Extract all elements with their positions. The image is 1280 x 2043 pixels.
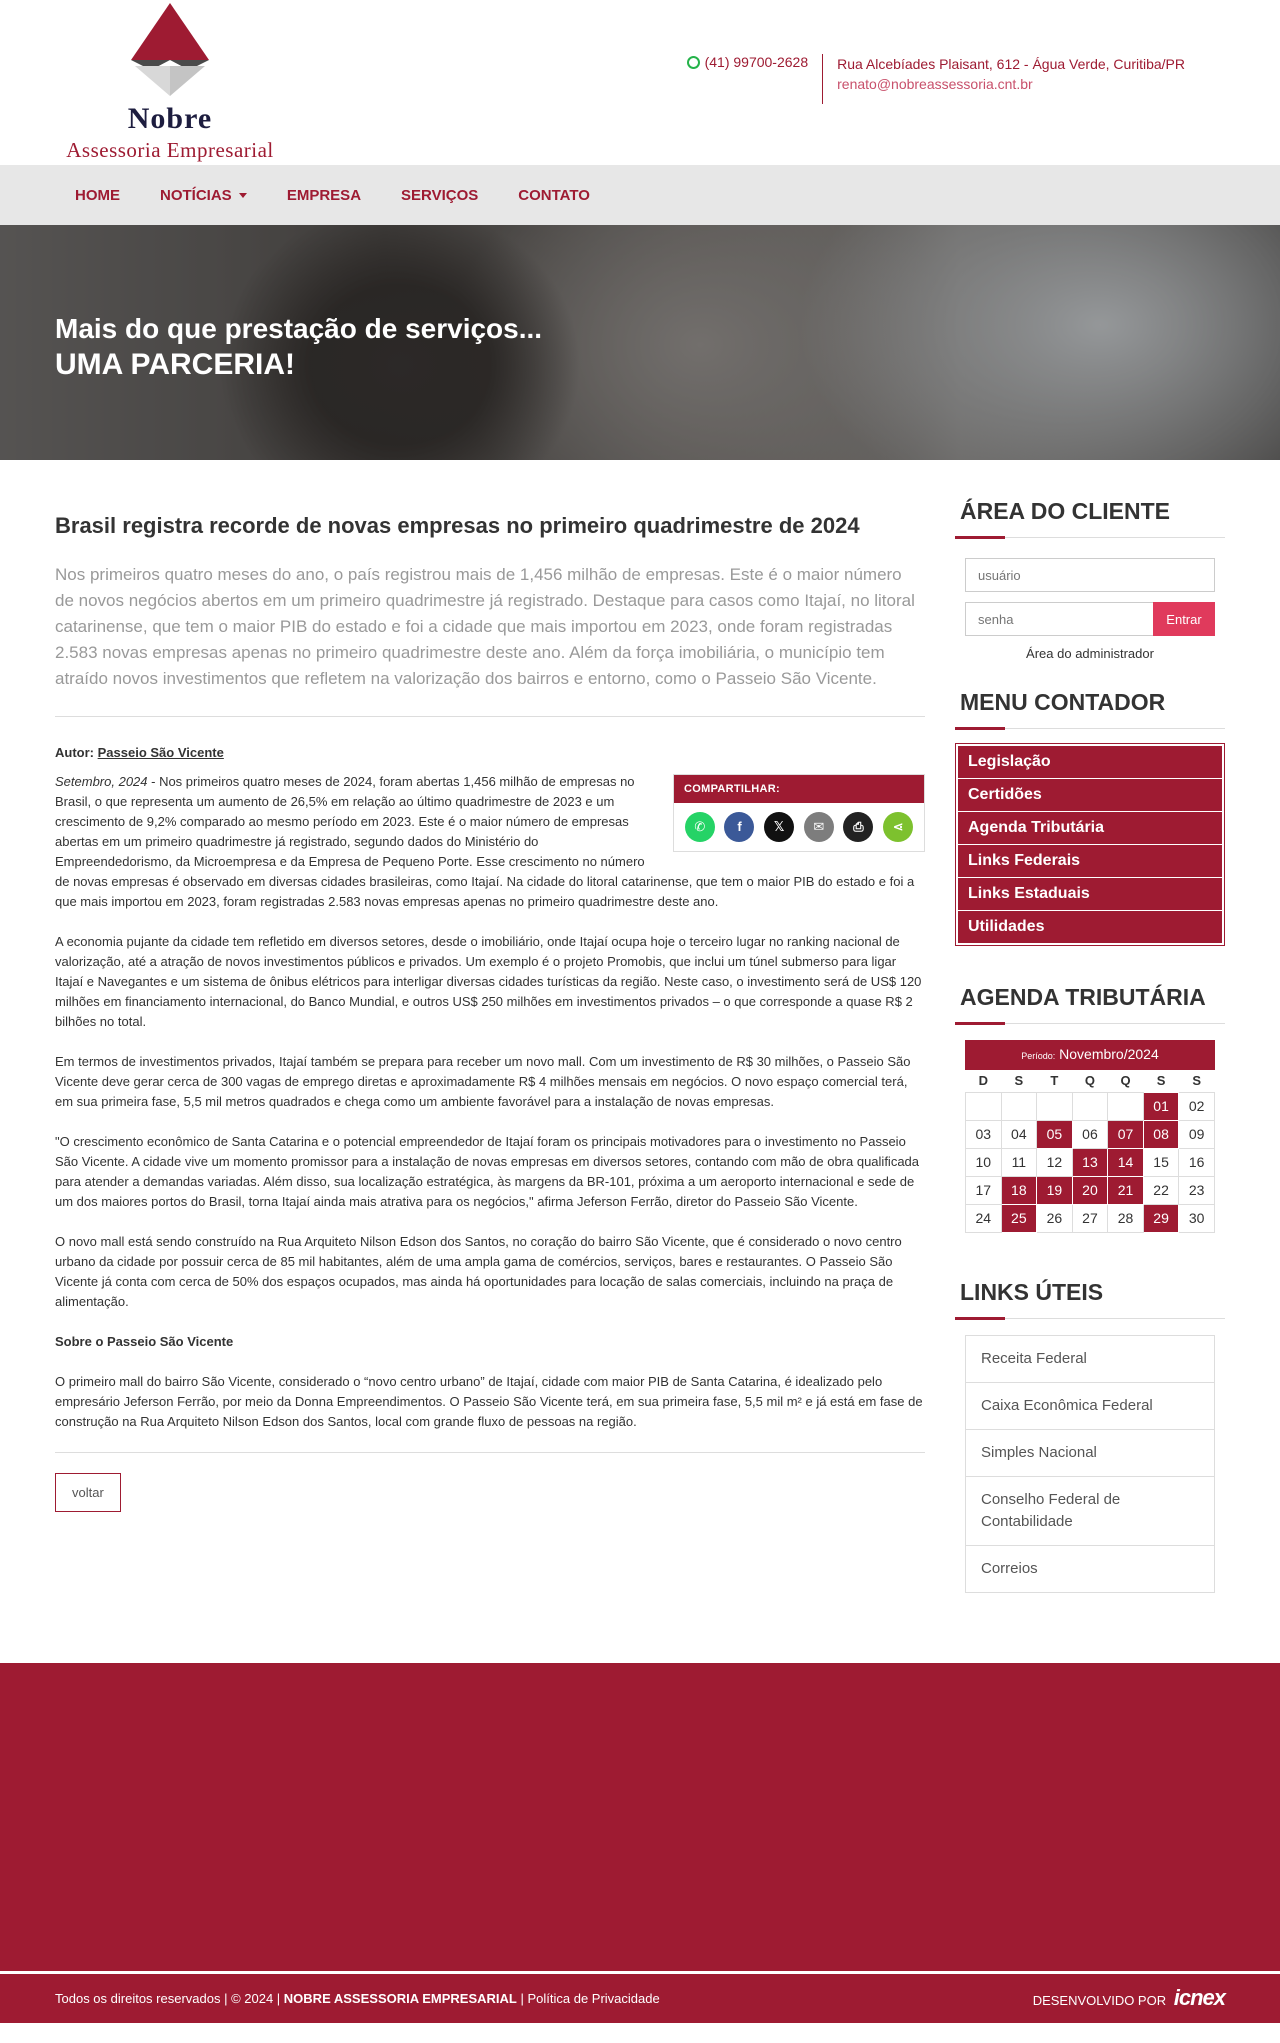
article-date: Setembro, 2024: [55, 774, 148, 789]
calendar-day: 03: [966, 1120, 1002, 1148]
article-title: Brasil registra recorde de novas empresas no primeiro quadrimestre de 2024: [55, 513, 860, 538]
password-row: [965, 602, 1215, 636]
facebook-icon: f: [737, 819, 742, 834]
calendar-day-due[interactable]: 19: [1037, 1176, 1073, 1204]
article-body: [55, 772, 925, 1432]
calendar-day: 22: [1143, 1176, 1179, 1204]
menu-item-legislacao[interactable]: Legislação: [957, 745, 1223, 778]
email-icon: ✉: [813, 819, 825, 834]
calendar-day: 24: [966, 1204, 1002, 1232]
username-input[interactable]: [965, 558, 1215, 592]
calendar-empty-cell: [966, 1092, 1002, 1120]
calendar-empty-cell: [1108, 1092, 1144, 1120]
hero-banner: [0, 225, 1280, 460]
calendar-day: 09: [1179, 1120, 1215, 1148]
useful-links: [955, 1319, 1225, 1593]
menu-contador-title: MENU CONTADOR: [955, 689, 1225, 729]
facebook-share-button[interactable]: [724, 812, 754, 842]
hero-text: [55, 311, 542, 383]
link-correios[interactable]: Correios: [965, 1545, 1215, 1593]
nav-noticias-label: NOTÍCIAS: [160, 186, 232, 204]
footer-developer[interactable]: [1033, 1985, 1225, 2011]
calendar-day: 06: [1072, 1120, 1108, 1148]
link-caixa[interactable]: Caixa Econômica Federal: [965, 1382, 1215, 1429]
share-icon: ⋖: [892, 819, 904, 834]
footer-company: NOBRE ASSESSORIA EMPRESARIAL: [283, 1990, 517, 2006]
calendar-day-due[interactable]: 18: [1001, 1176, 1037, 1204]
share-box: [673, 774, 925, 852]
article-paragraph: Em termos de investimentos privados, Itajaí também se prepara para receber um novo mall. Com um investimento de R$ 30 milhões, o Passeio São Vicente deve gerar cerca de 300 vagas de emprego diretas e aproximadamente R$ 4 milhões mensais em negócios. O novo espaço comercial terá, em sua primeira fase, 5,5 mil metros quadrados e chega como um ambiente favorável para a instalação de novas empresas.: [55, 1054, 911, 1109]
developer-label: DESENVOLVIDO POR: [1032, 1993, 1167, 2008]
print-icon: ⎙: [853, 819, 864, 834]
more-share-button[interactable]: [883, 812, 913, 842]
link-simples-nacional[interactable]: Simples Nacional: [965, 1429, 1215, 1476]
login-button[interactable]: Entrar: [1153, 602, 1215, 636]
menu-contador: [955, 743, 1225, 946]
calendar-day-due[interactable]: 05: [1037, 1120, 1073, 1148]
calendar-week: [966, 1092, 1215, 1120]
admin-link[interactable]: Área do administrador: [1026, 646, 1154, 661]
x-share-button[interactable]: [764, 812, 794, 842]
footer-rights: Todos os direitos reservados | © 2024 |: [55, 1990, 284, 2006]
calendar-day: 30: [1179, 1204, 1215, 1232]
x-icon: 𝕏: [773, 819, 785, 834]
weekday-header: Q: [1084, 1073, 1096, 1089]
menu-item-links-estaduais[interactable]: Links Estaduais: [957, 877, 1223, 910]
article-lead: Nos primeiros quatro meses do ano, o país registrou mais de 1,456 milhão de empresas. Este é o maior número de novos negócios abertos em um primeiro quadrimestre já registrado. Destaque para casos como Itajaí, no litoral catarinense, que tem o maior PIB do estado e foi a cidade que mais importou em 2023, onde foram registradas 2.583 novas empresas apenas no primeiro quadrimestre deste ano. Além da força imobiliária, o município tem atraído novos investimentos que refletem na valorização dos bairros e entorno, como o Passeio São Vicente.: [55, 562, 925, 717]
calendar-week: [966, 1148, 1215, 1176]
article-paragraph: O novo mall está sendo construído na Rua Arquiteto Nilson Edson dos Santos, no coração do bairro São Vicente, que é considerado o novo centro urbano da cidade por possuir cerca de 85 mil habitantes, além de uma ampla gama de comércios, serviços, bares e restaurantes. O Passeio São Vicente já conta com cerca de 50% dos espaços ocupados, mas ainda há oportunidades para locação de salas comerciais, incluindo na praça de alimentação.: [55, 1234, 902, 1309]
weekday-header: S: [1192, 1073, 1202, 1089]
brand-name: Nobre: [127, 102, 213, 135]
nav-empresa[interactable]: EMPRESA: [286, 186, 362, 204]
calendar-day-due[interactable]: 13: [1072, 1148, 1108, 1176]
calendar-empty-cell: [1072, 1092, 1108, 1120]
weekday-header: Q: [1120, 1073, 1131, 1089]
footer-bar: [0, 1971, 1280, 2023]
whatsapp-icon: ✆: [694, 819, 706, 834]
menu-item-agenda[interactable]: Agenda Tributária: [957, 811, 1223, 844]
calendar-day-due[interactable]: 08: [1143, 1120, 1179, 1148]
password-input[interactable]: [965, 602, 1153, 636]
nav-servicos[interactable]: SERVIÇOS: [401, 186, 479, 204]
header-contact: [687, 54, 1185, 104]
share-buttons: [674, 803, 924, 851]
calendar: [955, 1024, 1225, 1279]
article-paragraph: A economia pujante da cidade tem refletido em diversos setores, desde o imobiliário, onde Itajaí ocupa hoje o terceiro lugar no ranking nacional de valorização, até a atração de novos investimentos públicos e privados. Um exemplo é o projeto Promobis, que inclui um túnel submerso para ligar Itajaí e Navegantes e um sistema de ônibus elétricos para interligar diversas cidades turísticas da região. Neste caso, o investimento será de US$ 120 milhões em financiamento internacional, do Banco Mundial, e outros US$ 250 milhões em investimentos privados – o que corresponde a quase R$ 2 bilhões no total.: [55, 934, 922, 1029]
calendar-day: 28: [1108, 1204, 1144, 1232]
calendar-day: 12: [1037, 1148, 1073, 1176]
calendar-week: [966, 1120, 1215, 1148]
paragraph-text: - Nos primeiros quatro meses de 2024, foram abertas 1,456 milhão de empresas no Brasil, o que representa um aumento de 26,5% em relação ao último quadrimestre de 2023 e um crescimento de 9,2% comparado ao mesmo período em 2023. Este é o maior número de empresas abertas em um primeiro quadrimestre já registrado, segundo dados do Ministério do Empreendedorismo, da Microempresa e da Empresa de Pequeno Porte. Esse crescimento no número de novas empresas é observado em diversas cidades brasileiras, como Itajaí. Na cidade do litoral catarinense, que tem o maior PIB do estado e foi a que mais importou em 2023, foram registradas 2.583 novas empresas apenas no primeiro quadrimestre deste ano.: [55, 774, 915, 909]
login-form: [955, 538, 1225, 689]
main-area: [0, 460, 1280, 1593]
client-area-title: ÁREA DO CLIENTE: [955, 498, 1225, 538]
brand-subtitle: Assessoria Empresarial: [66, 138, 274, 162]
weekday-header: S: [1014, 1073, 1024, 1089]
footer: [0, 1663, 1280, 2023]
calendar-day: 27: [1072, 1204, 1108, 1232]
icnex-logo: icnex: [1173, 1985, 1225, 2010]
period-label: Período:: [1021, 1051, 1056, 1061]
calendar-empty-cell: [1001, 1092, 1037, 1120]
address-text: Rua Alcebíades Plaisant, 612 - Água Verde, Curitiba/PR: [837, 56, 1185, 72]
article-paragraph: "O crescimento econômico de Santa Catarina e o potencial empreendedor de Itajaí foram os principais motivadores para o investimento no Passeio São Vicente. A cidade vive um momento promissor para a instalação de novas empresas em diversos setores, contando com mão de obra qualificada para atender a demandas variadas. Além disso, sua localização estratégica, às margens da BR-101, próxima a um aeroporto internacional e sede de um dos maiores portos do Brasil, torna Itajaí ainda mais atrativa para os negócios," afirma Jeferson Ferrão, diretor do Passeio São Vicente.: [55, 1134, 920, 1209]
email-share-button[interactable]: [804, 812, 834, 842]
footer-copyright: [55, 1991, 660, 2006]
main-nav: [0, 165, 1280, 225]
author-label: Autor:: [55, 745, 94, 760]
caret-down-icon: [239, 193, 247, 198]
logo-diamond-icon: [115, 0, 225, 100]
link-cfc[interactable]: Conselho Federal de Contabilidade: [965, 1476, 1215, 1545]
article-subheading: Sobre o Passeio São Vicente: [55, 1334, 234, 1349]
calendar-day-due[interactable]: 07: [1108, 1120, 1144, 1148]
share-title: COMPARTILHAR:: [674, 775, 924, 803]
nav-contato[interactable]: CONTATO: [518, 186, 590, 204]
privacy-policy-link[interactable]: | Política de Privacidade: [516, 1990, 660, 2006]
calendar-week: [966, 1204, 1215, 1232]
calendar-day: 15: [1143, 1148, 1179, 1176]
nav-home[interactable]: HOME: [75, 186, 120, 204]
whatsapp-share-button[interactable]: [685, 812, 715, 842]
calendar-day-due[interactable]: 20: [1072, 1176, 1108, 1204]
calendar-day: 16: [1179, 1148, 1215, 1176]
calendar-week: [966, 1176, 1215, 1204]
logo[interactable]: [55, 0, 285, 165]
calendar-day-due[interactable]: 01: [1143, 1092, 1179, 1120]
print-button[interactable]: [843, 812, 873, 842]
calendar-table: [965, 1070, 1215, 1233]
calendar-day-due[interactable]: 29: [1143, 1204, 1179, 1232]
author-link[interactable]: Passeio São Vicente: [97, 745, 224, 760]
weekday-header: T: [1050, 1073, 1059, 1089]
menu-item-links-federais[interactable]: Links Federais: [957, 844, 1223, 877]
nav-noticias[interactable]: [160, 187, 247, 204]
phone-link[interactable]: [687, 54, 823, 104]
calendar-day-due[interactable]: 21: [1108, 1176, 1144, 1204]
phone-number: (41) 99700-2628: [704, 54, 809, 70]
calendar-day: 04: [1001, 1120, 1037, 1148]
hero-line2: UMA PARCERIA!: [55, 348, 295, 381]
calendar-day: 10: [966, 1148, 1002, 1176]
back-section: [55, 1452, 925, 1512]
link-receita-federal[interactable]: Receita Federal: [965, 1335, 1215, 1382]
menu-item-certidoes[interactable]: Certidões: [957, 778, 1223, 811]
calendar-day: 11: [1001, 1148, 1037, 1176]
site-header: [0, 0, 1280, 165]
calendar-day: 23: [1179, 1176, 1215, 1204]
whatsapp-icon: [687, 56, 700, 69]
calendar-day-due[interactable]: 14: [1108, 1148, 1144, 1176]
sidebar: [955, 460, 1225, 1593]
period-value: Novembro/2024: [1059, 1046, 1159, 1062]
article: [55, 460, 925, 1593]
footer-band: [0, 1663, 1280, 1971]
agenda-title: AGENDA TRIBUTÁRIA: [955, 984, 1225, 1024]
calendar-day-due[interactable]: 25: [1001, 1204, 1037, 1232]
email-link[interactable]: renato@nobreassessoria.cnt.br: [837, 76, 1033, 92]
weekday-header: S: [1156, 1073, 1166, 1089]
menu-item-utilidades[interactable]: Utilidades: [957, 910, 1223, 944]
calendar-day: 02: [1179, 1092, 1215, 1120]
hero-line1: Mais do que prestação de serviços...: [55, 313, 543, 344]
weekday-header: D: [978, 1073, 988, 1089]
links-title: LINKS ÚTEIS: [955, 1279, 1225, 1319]
address-block: [822, 54, 1185, 104]
calendar-empty-cell: [1037, 1092, 1073, 1120]
calendar-header: [965, 1040, 1215, 1070]
calendar-day: 17: [966, 1176, 1002, 1204]
back-button[interactable]: voltar: [55, 1473, 121, 1512]
article-paragraph: O primeiro mall do bairro São Vicente, considerado o “novo centro urbano” de Itajaí, cidade com maior PIB de Santa Catarina, é idealizado pelo empresário Jeferson Ferrão, por meio da Donna Empreendimentos. O Passeio São Vicente terá, em sua primeira fase, 5,5 mil m² e já está em fase de construção na Rua Arquiteto Nilson Edson dos Santos, local com grande fluxo de pessoas na região.: [55, 1374, 923, 1429]
article-author: [55, 745, 925, 760]
calendar-day: 26: [1037, 1204, 1073, 1232]
